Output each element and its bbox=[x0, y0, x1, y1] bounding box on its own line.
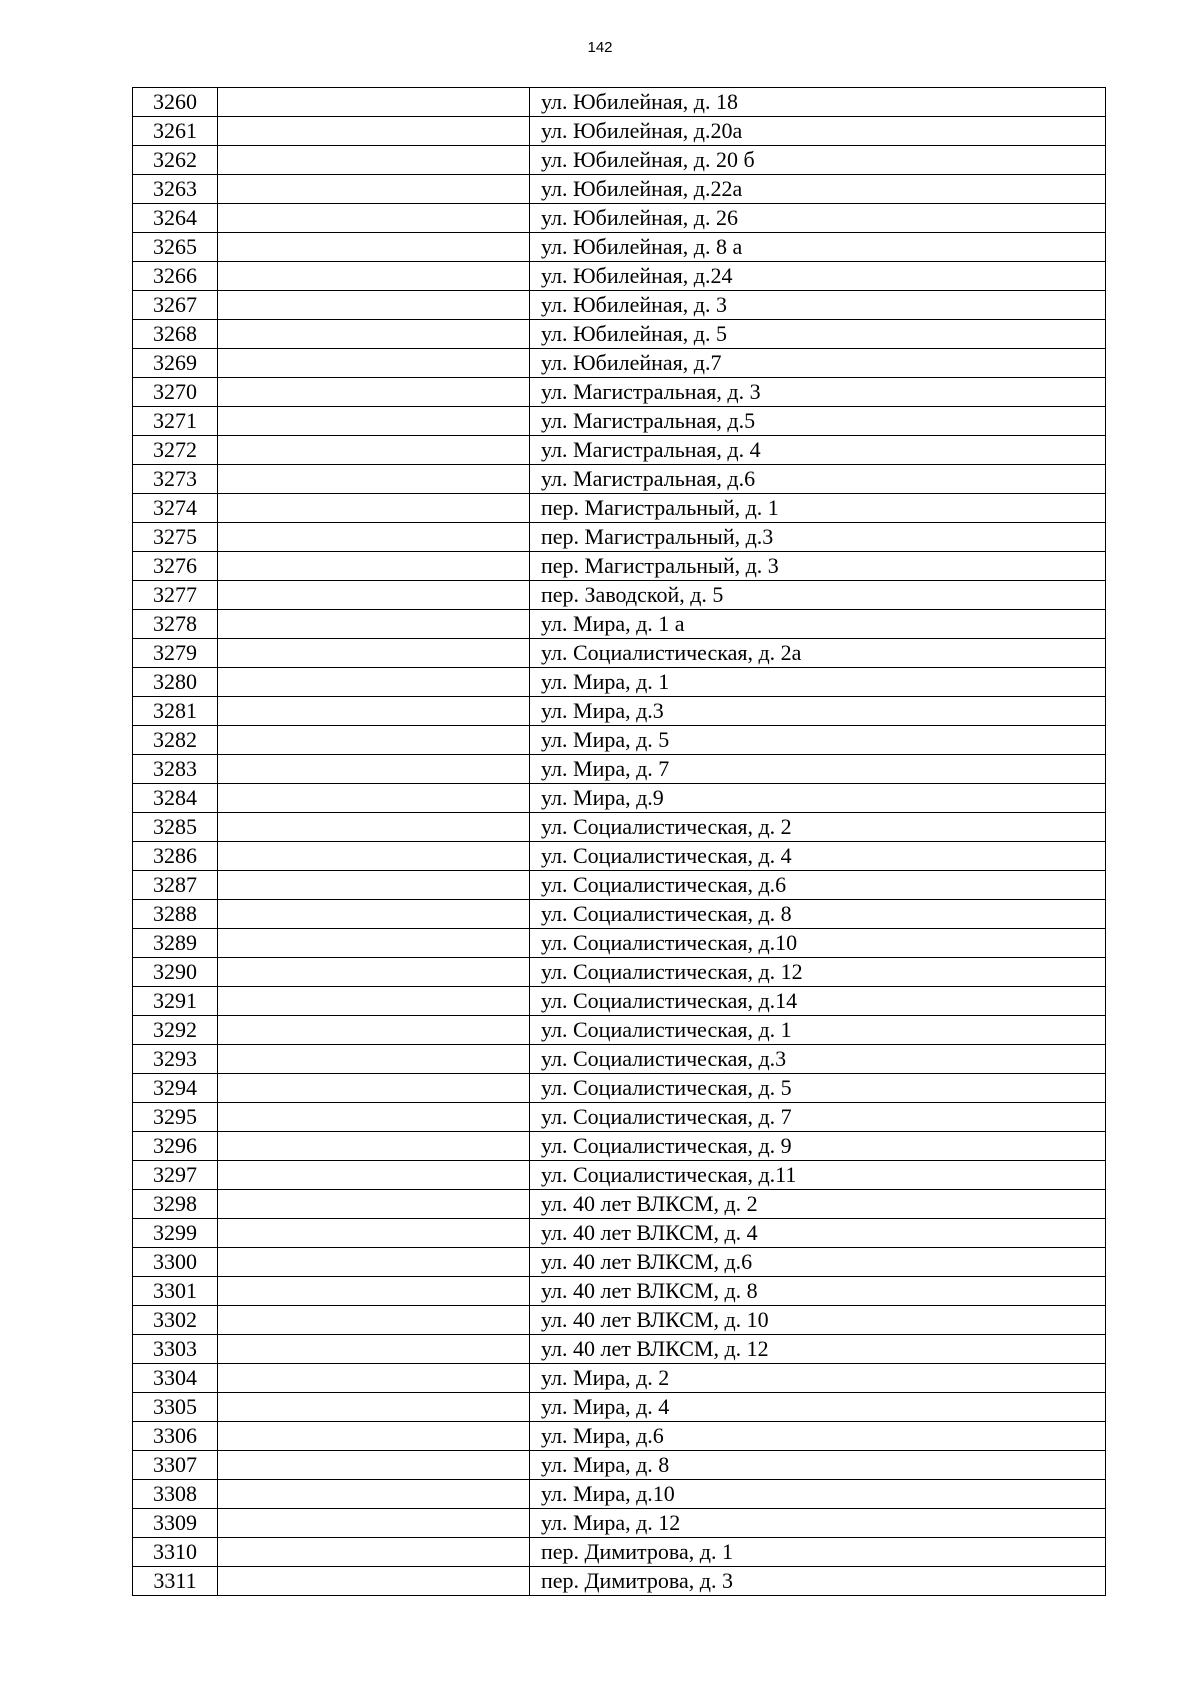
empty-cell bbox=[218, 871, 530, 900]
empty-cell bbox=[218, 1161, 530, 1190]
empty-cell bbox=[218, 1422, 530, 1451]
address-cell: ул. Мира, д.9 bbox=[530, 784, 1106, 813]
table-row bbox=[133, 523, 1106, 552]
empty-cell bbox=[218, 1045, 530, 1074]
empty-cell bbox=[218, 349, 530, 378]
empty-cell bbox=[218, 987, 530, 1016]
table-row bbox=[133, 1190, 1106, 1219]
row-number-cell: 3291 bbox=[133, 987, 218, 1016]
table-row bbox=[133, 233, 1106, 262]
table-row bbox=[133, 755, 1106, 784]
row-number-cell: 3260 bbox=[133, 88, 218, 117]
row-number-cell: 3267 bbox=[133, 291, 218, 320]
table-row bbox=[133, 1306, 1106, 1335]
table-row bbox=[133, 1451, 1106, 1480]
row-number-cell: 3295 bbox=[133, 1103, 218, 1132]
table-row bbox=[133, 639, 1106, 668]
table-row bbox=[133, 552, 1106, 581]
address-cell: ул. Социалистическая, д. 1 bbox=[530, 1016, 1106, 1045]
table-row bbox=[133, 1161, 1106, 1190]
address-cell: ул. Социалистическая, д. 9 bbox=[530, 1132, 1106, 1161]
row-number-cell: 3276 bbox=[133, 552, 218, 581]
row-number-cell: 3307 bbox=[133, 1451, 218, 1480]
address-cell: ул. Юбилейная, д.7 bbox=[530, 349, 1106, 378]
empty-cell bbox=[218, 494, 530, 523]
address-cell: ул. 40 лет ВЛКСМ, д.6 bbox=[530, 1248, 1106, 1277]
empty-cell bbox=[218, 1277, 530, 1306]
table-row bbox=[133, 610, 1106, 639]
address-cell: пер. Димитрова, д. 3 bbox=[530, 1567, 1106, 1596]
row-number-cell: 3269 bbox=[133, 349, 218, 378]
row-number-cell: 3266 bbox=[133, 262, 218, 291]
address-cell: ул. 40 лет ВЛКСМ, д. 2 bbox=[530, 1190, 1106, 1219]
row-number-cell: 3268 bbox=[133, 320, 218, 349]
address-cell: ул. Социалистическая, д. 8 bbox=[530, 900, 1106, 929]
address-cell: ул. Мира, д. 5 bbox=[530, 726, 1106, 755]
row-number-cell: 3273 bbox=[133, 465, 218, 494]
address-cell: ул. Социалистическая, д.11 bbox=[530, 1161, 1106, 1190]
row-number-cell: 3277 bbox=[133, 581, 218, 610]
table-row bbox=[133, 871, 1106, 900]
table-row bbox=[133, 1567, 1106, 1596]
address-cell: ул. Юбилейная, д.24 bbox=[530, 262, 1106, 291]
row-number-cell: 3301 bbox=[133, 1277, 218, 1306]
table-row bbox=[133, 987, 1106, 1016]
address-cell: ул. Мира, д. 1 bbox=[530, 668, 1106, 697]
table-row bbox=[133, 1480, 1106, 1509]
empty-cell bbox=[218, 1306, 530, 1335]
address-cell: ул. 40 лет ВЛКСМ, д. 10 bbox=[530, 1306, 1106, 1335]
row-number-cell: 3279 bbox=[133, 639, 218, 668]
address-cell: ул. Юбилейная, д. 20 б bbox=[530, 146, 1106, 175]
table-row bbox=[133, 407, 1106, 436]
empty-cell bbox=[218, 1190, 530, 1219]
empty-cell bbox=[218, 465, 530, 494]
row-number-cell: 3278 bbox=[133, 610, 218, 639]
empty-cell bbox=[218, 784, 530, 813]
row-number-cell: 3264 bbox=[133, 204, 218, 233]
row-number-cell: 3306 bbox=[133, 1422, 218, 1451]
row-number-cell: 3289 bbox=[133, 929, 218, 958]
table-row bbox=[133, 1335, 1106, 1364]
empty-cell bbox=[218, 175, 530, 204]
empty-cell bbox=[218, 1509, 530, 1538]
row-number-cell: 3304 bbox=[133, 1364, 218, 1393]
empty-cell bbox=[218, 1132, 530, 1161]
empty-cell bbox=[218, 291, 530, 320]
row-number-cell: 3270 bbox=[133, 378, 218, 407]
row-number-cell: 3309 bbox=[133, 1509, 218, 1538]
table-row bbox=[133, 842, 1106, 871]
row-number-cell: 3298 bbox=[133, 1190, 218, 1219]
row-number-cell: 3305 bbox=[133, 1393, 218, 1422]
address-cell: ул. Юбилейная, д. 26 bbox=[530, 204, 1106, 233]
table-row bbox=[133, 1132, 1106, 1161]
address-cell: ул. 40 лет ВЛКСМ, д. 8 bbox=[530, 1277, 1106, 1306]
table-row bbox=[133, 465, 1106, 494]
table-row bbox=[133, 1393, 1106, 1422]
empty-cell bbox=[218, 1103, 530, 1132]
table-row bbox=[133, 1538, 1106, 1567]
row-number-cell: 3275 bbox=[133, 523, 218, 552]
address-cell: ул. Мира, д. 2 bbox=[530, 1364, 1106, 1393]
row-number-cell: 3281 bbox=[133, 697, 218, 726]
row-number-cell: 3283 bbox=[133, 755, 218, 784]
address-cell: ул. Магистральная, д.5 bbox=[530, 407, 1106, 436]
address-cell: пер. Магистральный, д. 3 bbox=[530, 552, 1106, 581]
address-cell: пер. Заводской, д. 5 bbox=[530, 581, 1106, 610]
empty-cell bbox=[218, 755, 530, 784]
table-row bbox=[133, 1509, 1106, 1538]
table-row bbox=[133, 1045, 1106, 1074]
table-row bbox=[133, 1422, 1106, 1451]
empty-cell bbox=[218, 233, 530, 262]
table-row bbox=[133, 697, 1106, 726]
address-cell: ул. Юбилейная, д.20а bbox=[530, 117, 1106, 146]
address-cell: пер. Магистральный, д.3 bbox=[530, 523, 1106, 552]
row-number-cell: 3303 bbox=[133, 1335, 218, 1364]
empty-cell bbox=[218, 697, 530, 726]
address-cell: пер. Димитрова, д. 1 bbox=[530, 1538, 1106, 1567]
empty-cell bbox=[218, 117, 530, 146]
empty-cell bbox=[218, 88, 530, 117]
empty-cell bbox=[218, 1248, 530, 1277]
row-number-cell: 3274 bbox=[133, 494, 218, 523]
empty-cell bbox=[218, 1016, 530, 1045]
empty-cell bbox=[218, 523, 530, 552]
address-cell: ул. Мира, д.10 bbox=[530, 1480, 1106, 1509]
row-number-cell: 3284 bbox=[133, 784, 218, 813]
empty-cell bbox=[218, 581, 530, 610]
table-row bbox=[133, 958, 1106, 987]
table-row bbox=[133, 1219, 1106, 1248]
table-row bbox=[133, 436, 1106, 465]
address-cell: ул. Мира, д. 7 bbox=[530, 755, 1106, 784]
address-cell: ул. Социалистическая, д. 7 bbox=[530, 1103, 1106, 1132]
empty-cell bbox=[218, 1480, 530, 1509]
address-cell: ул. Юбилейная, д.22а bbox=[530, 175, 1106, 204]
address-table bbox=[132, 87, 1106, 1596]
table-row bbox=[133, 784, 1106, 813]
empty-cell bbox=[218, 1219, 530, 1248]
table-row bbox=[133, 291, 1106, 320]
table-row bbox=[133, 262, 1106, 291]
address-cell: ул. Мира, д.6 bbox=[530, 1422, 1106, 1451]
empty-cell bbox=[218, 1393, 530, 1422]
table-row bbox=[133, 349, 1106, 378]
address-cell: ул. Социалистическая, д. 2 bbox=[530, 813, 1106, 842]
table-row bbox=[133, 1016, 1106, 1045]
address-cell: пер. Магистральный, д. 1 bbox=[530, 494, 1106, 523]
row-number-cell: 3262 bbox=[133, 146, 218, 175]
row-number-cell: 3299 bbox=[133, 1219, 218, 1248]
address-cell: ул. Социалистическая, д.3 bbox=[530, 1045, 1106, 1074]
empty-cell bbox=[218, 639, 530, 668]
empty-cell bbox=[218, 929, 530, 958]
address-table-body bbox=[133, 88, 1106, 1596]
row-number-cell: 3272 bbox=[133, 436, 218, 465]
row-number-cell: 3308 bbox=[133, 1480, 218, 1509]
row-number-cell: 3282 bbox=[133, 726, 218, 755]
table-row bbox=[133, 929, 1106, 958]
address-cell: ул. Мира, д. 1 а bbox=[530, 610, 1106, 639]
empty-cell bbox=[218, 1451, 530, 1480]
address-cell: ул. Социалистическая, д.6 bbox=[530, 871, 1106, 900]
empty-cell bbox=[218, 1364, 530, 1393]
table-row bbox=[133, 1248, 1106, 1277]
row-number-cell: 3285 bbox=[133, 813, 218, 842]
table-row bbox=[133, 581, 1106, 610]
table-row bbox=[133, 813, 1106, 842]
empty-cell bbox=[218, 1335, 530, 1364]
empty-cell bbox=[218, 813, 530, 842]
row-number-cell: 3280 bbox=[133, 668, 218, 697]
table-row bbox=[133, 1103, 1106, 1132]
address-cell: ул. 40 лет ВЛКСМ, д. 12 bbox=[530, 1335, 1106, 1364]
row-number-cell: 3286 bbox=[133, 842, 218, 871]
empty-cell bbox=[218, 1567, 530, 1596]
row-number-cell: 3265 bbox=[133, 233, 218, 262]
address-cell: ул. Юбилейная, д. 18 bbox=[530, 88, 1106, 117]
row-number-cell: 3310 bbox=[133, 1538, 218, 1567]
table-row bbox=[133, 726, 1106, 755]
table-row bbox=[133, 175, 1106, 204]
empty-cell bbox=[218, 407, 530, 436]
address-cell: ул. Магистральная, д. 3 bbox=[530, 378, 1106, 407]
address-cell: ул. Мира, д.3 bbox=[530, 697, 1106, 726]
row-number-cell: 3294 bbox=[133, 1074, 218, 1103]
table-row bbox=[133, 117, 1106, 146]
empty-cell bbox=[218, 1538, 530, 1567]
empty-cell bbox=[218, 204, 530, 233]
empty-cell bbox=[218, 320, 530, 349]
table-row bbox=[133, 900, 1106, 929]
row-number-cell: 3263 bbox=[133, 175, 218, 204]
table-row bbox=[133, 1074, 1106, 1103]
address-cell: ул. Мира, д. 4 bbox=[530, 1393, 1106, 1422]
empty-cell bbox=[218, 610, 530, 639]
address-cell: ул. Социалистическая, д.14 bbox=[530, 987, 1106, 1016]
empty-cell bbox=[218, 262, 530, 291]
empty-cell bbox=[218, 436, 530, 465]
empty-cell bbox=[218, 1074, 530, 1103]
row-number-cell: 3293 bbox=[133, 1045, 218, 1074]
row-number-cell: 3311 bbox=[133, 1567, 218, 1596]
address-cell: ул. Социалистическая, д.10 bbox=[530, 929, 1106, 958]
table-row bbox=[133, 88, 1106, 117]
address-cell: ул. Магистральная, д. 4 bbox=[530, 436, 1106, 465]
row-number-cell: 3288 bbox=[133, 900, 218, 929]
table-row bbox=[133, 1364, 1106, 1393]
row-number-cell: 3300 bbox=[133, 1248, 218, 1277]
empty-cell bbox=[218, 668, 530, 697]
table-row bbox=[133, 1277, 1106, 1306]
row-number-cell: 3271 bbox=[133, 407, 218, 436]
empty-cell bbox=[218, 842, 530, 871]
empty-cell bbox=[218, 552, 530, 581]
address-cell: ул. 40 лет ВЛКСМ, д. 4 bbox=[530, 1219, 1106, 1248]
table-row bbox=[133, 204, 1106, 233]
empty-cell bbox=[218, 900, 530, 929]
address-cell: ул. Магистральная, д.6 bbox=[530, 465, 1106, 494]
address-cell: ул. Социалистическая, д. 5 bbox=[530, 1074, 1106, 1103]
address-cell: ул. Юбилейная, д. 8 а bbox=[530, 233, 1106, 262]
row-number-cell: 3302 bbox=[133, 1306, 218, 1335]
row-number-cell: 3287 bbox=[133, 871, 218, 900]
row-number-cell: 3297 bbox=[133, 1161, 218, 1190]
row-number-cell: 3261 bbox=[133, 117, 218, 146]
table-row bbox=[133, 668, 1106, 697]
table-row bbox=[133, 378, 1106, 407]
table-row bbox=[133, 320, 1106, 349]
empty-cell bbox=[218, 378, 530, 407]
empty-cell bbox=[218, 146, 530, 175]
address-cell: ул. Мира, д. 12 bbox=[530, 1509, 1106, 1538]
address-cell: ул. Социалистическая, д. 12 bbox=[530, 958, 1106, 987]
address-cell: ул. Юбилейная, д. 3 bbox=[530, 291, 1106, 320]
empty-cell bbox=[218, 958, 530, 987]
address-cell: ул. Юбилейная, д. 5 bbox=[530, 320, 1106, 349]
address-cell: ул. Социалистическая, д. 4 bbox=[530, 842, 1106, 871]
address-cell: ул. Социалистическая, д. 2а bbox=[530, 639, 1106, 668]
table-row bbox=[133, 494, 1106, 523]
row-number-cell: 3296 bbox=[133, 1132, 218, 1161]
row-number-cell: 3290 bbox=[133, 958, 218, 987]
empty-cell bbox=[218, 726, 530, 755]
page-number: 142 bbox=[587, 39, 613, 56]
address-cell: ул. Мира, д. 8 bbox=[530, 1451, 1106, 1480]
table-row bbox=[133, 146, 1106, 175]
row-number-cell: 3292 bbox=[133, 1016, 218, 1045]
